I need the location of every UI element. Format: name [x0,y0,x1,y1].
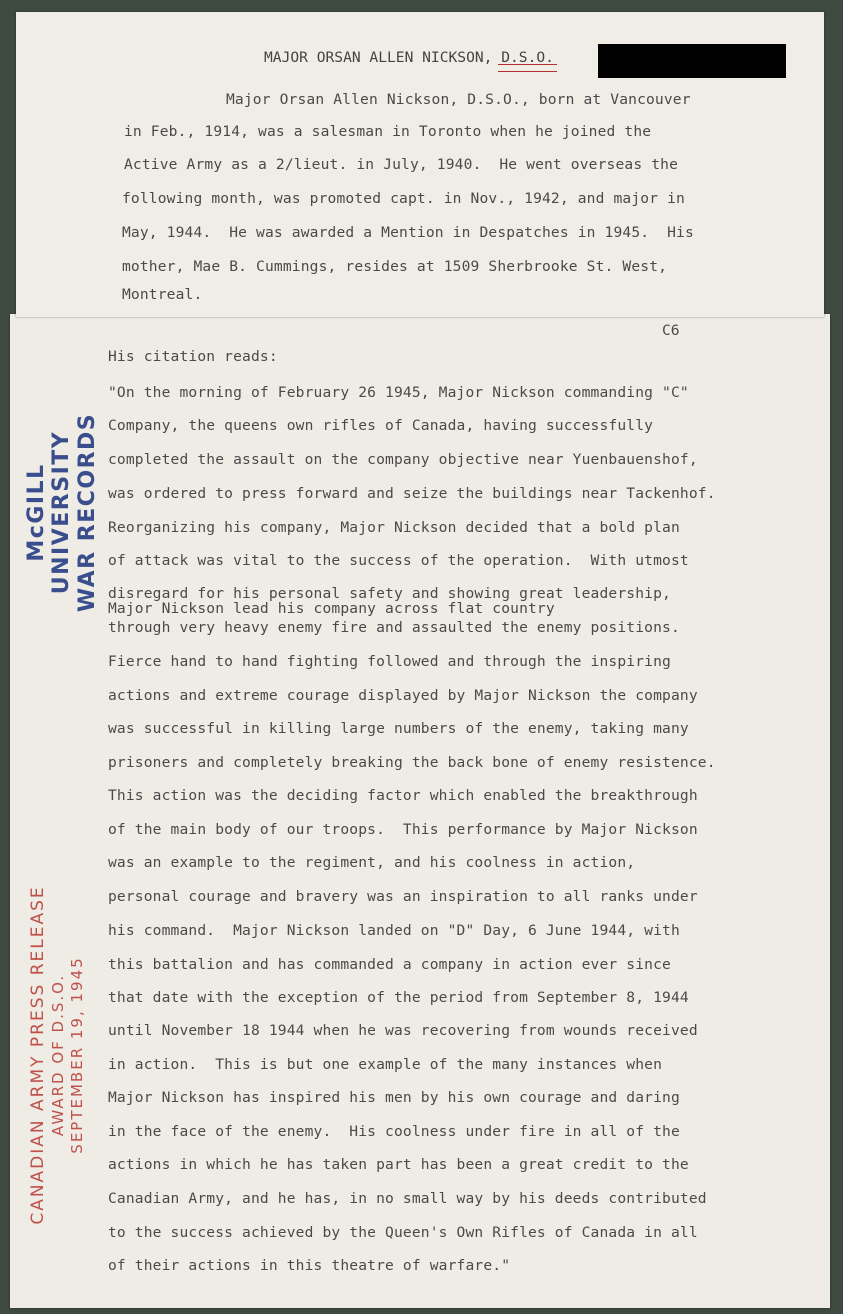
library-stamp-line: WAR RECORDS [74,412,100,613]
citation-line: was ordered to press forward and seize the buildings near Tackenhof. [108,485,716,502]
document-heading [264,49,554,66]
library-stamp [24,380,100,645]
citation-line: actions and extreme courage displayed by Major Nickson the company [108,687,698,704]
citation-line: to the success achieved by the Queen's Own Rifles of Canada in all [108,1224,698,1241]
citation-line: of attack was vital to the success of the operation. With utmost [108,552,689,569]
citation-line: this battalion and has commanded a company in action ever since [108,956,671,973]
citation-line: in action. This is but one example of the many instances when [108,1056,663,1073]
annotation-line: SEPTEMBER 19, 1945 [68,956,86,1154]
citation-line: was an example to the regiment, and his coolness in action, [108,854,636,871]
citation-line: Major Nickson lead his company across flat country [108,600,555,617]
citation-line: of their actions in this theatre of warfare." [108,1257,511,1274]
bio-line: Major Orsan Allen Nickson, D.S.O., born at Vancouver [226,91,691,108]
citation-line: "On the morning of February 26 1945, Major Nickson commanding "C" [108,384,689,401]
citation-line: his command. Major Nickson landed on "D" Day, 6 June 1944, with [108,922,680,939]
citation-line: that date with the exception of the period from September 8, 1944 [108,989,689,1006]
redaction-bar [598,44,786,78]
heading-name: MAJOR ORSAN ALLEN NICKSON, [264,49,502,66]
bio-line: mother, Mae B. Cummings, resides at 1509 Sherbrooke St. West, [122,258,668,275]
library-stamp-line: McGILL UNIVERSITY [24,430,75,595]
citation-line: His citation reads: [108,348,278,365]
bio-line: Active Army as a 2/lieut. in July, 1940. He went overseas the [124,156,679,173]
citation-line: of the main body of our troops. This performance by Major Nickson [108,821,698,838]
page-number: C6 [662,322,680,339]
press-release-annotation [28,865,87,1245]
citation-line: Reorganizing his company, Major Nickson decided that a bold plan [108,519,680,536]
citation-line: Major Nickson has inspired his men by his own courage and daring [108,1089,680,1106]
bio-line: May, 1944. He was awarded a Mention in Despatches in 1945. His [122,224,694,241]
citation-line: through very heavy enemy fire and assaulted the enemy positions. [108,619,680,636]
citation-line: prisoners and completely breaking the back bone of enemy resistence. [108,754,716,771]
heading-honour: D.S.O. [501,49,554,66]
bio-line: in Feb., 1914, was a salesman in Toronto when he joined the [124,123,652,140]
citation-line: Fierce hand to hand fighting followed and through the inspiring [108,653,671,670]
citation-line: until November 18 1944 when he was recovering from wounds received [108,1022,698,1039]
annotation-line: CANADIAN ARMY PRESS RELEASE [28,885,48,1225]
red-double-underline [498,64,557,72]
citation-line: This action was the deciding factor which enabled the breakthrough [108,787,698,804]
annotation-line: AWARD OF D.S.O. [49,973,68,1137]
citation-line: personal courage and bravery was an inspiration to all ranks under [108,888,698,905]
citation-line: was successful in killing large numbers of the enemy, taking many [108,720,689,737]
bio-line: following month, was promoted capt. in Nov., 1942, and major in [122,190,685,207]
citation-line: in the face of the enemy. His coolness under fire in all of the [108,1123,680,1140]
citation-line: actions in which he has taken part has been a great credit to the [108,1156,689,1173]
citation-line: completed the assault on the company objective near Yuenbauenshof, [108,451,698,468]
citation-line: Company, the queens own rifles of Canada, having successfully [108,417,654,434]
bio-line: Montreal. [122,286,203,303]
citation-line: disregard for his personal safety and showing great leadership, [108,585,671,602]
citation-line: Canadian Army, and he has, in no small way by his deeds contributed [108,1190,707,1207]
